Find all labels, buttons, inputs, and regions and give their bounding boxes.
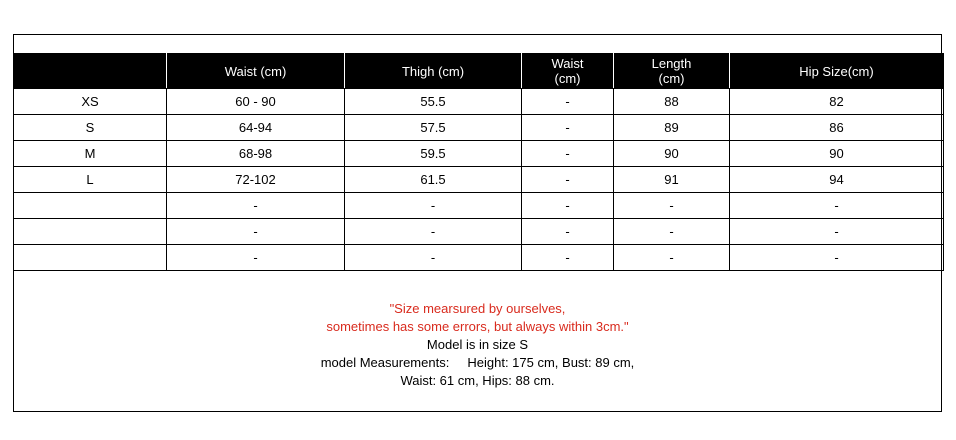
table-cell: 86: [730, 115, 944, 141]
table-cell: -: [522, 115, 614, 141]
table-row: [14, 89, 944, 115]
header-hip-size: Hip Size(cm): [730, 54, 944, 89]
row-size-label: XS: [14, 89, 167, 115]
table-cell: 72-102: [167, 167, 345, 193]
table-cell: 88: [614, 89, 730, 115]
note-waist-hips: Waist: 61 cm, Hips: 88 cm.: [400, 373, 555, 388]
header-length: Length (cm): [614, 54, 730, 89]
table-cell: 55.5: [345, 89, 522, 115]
row-size-label: [14, 245, 167, 271]
table-cell: -: [167, 193, 345, 219]
row-size-label: S: [14, 115, 167, 141]
table-cell: -: [730, 245, 944, 271]
table-cell: -: [614, 219, 730, 245]
note-errors: sometimes has some errors, but always within 3cm.": [326, 319, 629, 334]
table-cell: 91: [614, 167, 730, 193]
table-row: [14, 219, 944, 245]
table-cell: -: [345, 245, 522, 271]
table-cell: 59.5: [345, 141, 522, 167]
table-cell: 82: [730, 89, 944, 115]
table-header-row: [14, 54, 944, 89]
table-cell: 89: [614, 115, 730, 141]
table-cell: 90: [730, 141, 944, 167]
note-model-measurements: model Measurements: Height: 175 cm, Bust: 89 cm,: [320, 355, 635, 370]
header-size: [14, 54, 167, 89]
row-size-label: [14, 193, 167, 219]
table-cell: 90: [614, 141, 730, 167]
table-cell: -: [522, 167, 614, 193]
note-measured: "Size mearsured by ourselves,: [389, 301, 566, 316]
table-row: [14, 141, 944, 167]
table-cell: -: [167, 219, 345, 245]
size-chart-table: [13, 53, 944, 271]
table-cell: -: [522, 193, 614, 219]
header-waist-2: Waist (cm): [522, 54, 614, 89]
table-cell: -: [522, 219, 614, 245]
table-cell: -: [522, 89, 614, 115]
row-size-label: M: [14, 141, 167, 167]
table-cell: -: [730, 193, 944, 219]
table-cell: 64-94: [167, 115, 345, 141]
table-cell: 61.5: [345, 167, 522, 193]
table-cell: -: [522, 245, 614, 271]
table-cell: 60 - 90: [167, 89, 345, 115]
table-cell: 57.5: [345, 115, 522, 141]
table-cell: -: [614, 245, 730, 271]
table-cell: -: [614, 193, 730, 219]
table-cell: -: [345, 193, 522, 219]
row-size-label: L: [14, 167, 167, 193]
size-notes: [13, 300, 942, 390]
table-row: [14, 193, 944, 219]
note-model-size: Model is in size S: [426, 337, 529, 352]
table-cell: 68-98: [167, 141, 345, 167]
table-row: [14, 167, 944, 193]
table-cell: -: [345, 219, 522, 245]
row-size-label: [14, 219, 167, 245]
table-row: [14, 245, 944, 271]
table-cell: 94: [730, 167, 944, 193]
header-thigh: Thigh (cm): [345, 54, 522, 89]
table-cell: -: [167, 245, 345, 271]
table-cell: -: [730, 219, 944, 245]
table-cell: -: [522, 141, 614, 167]
table-row: [14, 115, 944, 141]
header-waist: Waist (cm): [167, 54, 345, 89]
